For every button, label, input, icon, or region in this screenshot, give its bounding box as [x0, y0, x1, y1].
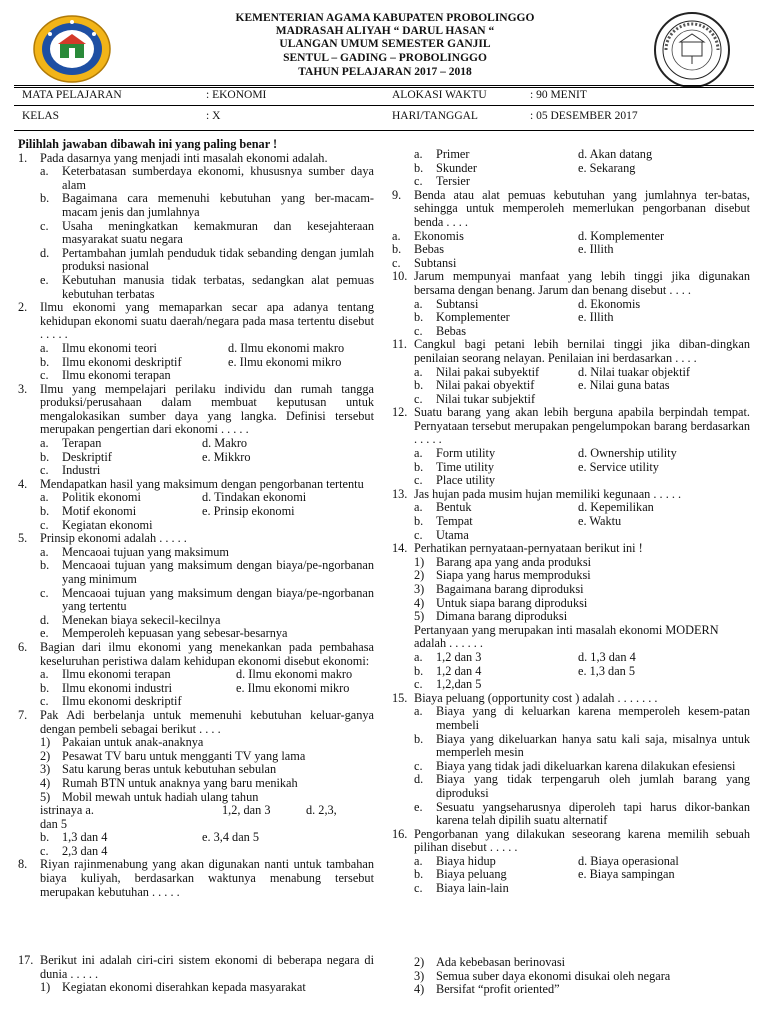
question-8-options [392, 148, 750, 189]
option-c[interactable]: c. Mencaoai tujuan yang maksimum dengan biaya/pe-ngorbanan yang tertentu [40, 585, 374, 614]
question-stem: 13. Jas hujan pada musim hujan memiliki kegunaan . . . . . [392, 486, 682, 501]
option-d[interactable]: d. Kepemilikan [578, 500, 654, 515]
option-d[interactable]: d. Makro [202, 436, 248, 451]
option-b[interactable]: b. 1,3 dan 4 [40, 830, 108, 845]
option-b[interactable]: b. Skunder [414, 160, 477, 175]
option-row [392, 461, 750, 475]
question-12 [392, 406, 750, 488]
option-a[interactable]: a. Terapan [40, 436, 102, 451]
divider-top-2 [14, 87, 754, 88]
option-d[interactable]: d. Ownership utility [578, 446, 677, 461]
option-d[interactable]: d. Biaya operasional [578, 853, 679, 868]
class-value: : X [206, 110, 221, 122]
question-3 [18, 383, 374, 478]
question-stem: 2. Ilmu ekonomi yang memaparkan secar apa adanya tentang kehidupan ekonomi suatu daerah/negara pada masa tertentu disebut . . . . . [18, 300, 374, 342]
option-d[interactable]: d. Komplementer [578, 228, 665, 243]
option-row [392, 311, 750, 325]
question-16 [392, 828, 750, 896]
option-a[interactable]: a. Biaya yang di keluarkan karena memperoleh kesem-patan membeli [414, 704, 750, 732]
statement-5: 5) Dimana barang diproduksi [414, 609, 568, 624]
option-row [392, 230, 750, 244]
option-b[interactable]: b. Bagaimana cara memenuhi kebutuhan yang ber-macam-macam jenis dan jumlahnya [40, 191, 374, 219]
option-e[interactable]: e. 3,4 dan 5 [202, 830, 260, 845]
question-14 [392, 542, 750, 692]
option-d[interactable]: d. 2,3, [306, 803, 337, 818]
option-c[interactable]: c. Utama [414, 527, 469, 542]
statement-1: 1) Pakaian untuk anak-anaknya [40, 735, 204, 750]
option-b[interactable]: b. Biaya yang dikeluarkan hanya satu kali saja, misalnya untuk memperleh mesin [414, 731, 750, 760]
statement-3: 3) Semua suber daya ekonomi disukai oleh negara [414, 968, 671, 983]
option-b[interactable]: b. Deskriptif [40, 449, 112, 464]
option-a[interactable]: a. Biaya hidup [414, 853, 496, 868]
option-e[interactable]: e. Service utility [578, 459, 659, 474]
question-5 [18, 532, 374, 641]
option-b[interactable]: b. Biaya peluang [414, 867, 507, 882]
option-b[interactable]: b. Tempat [414, 514, 473, 529]
option-c[interactable]: c. Biaya lain-lain [414, 881, 509, 896]
statement-2: 2) Pesawat TV baru untuk mengganti TV yang lama [40, 748, 306, 763]
option-e[interactable]: e. Nilai guna batas [578, 378, 670, 393]
option-a[interactable]: a. Form utility [414, 446, 496, 461]
option-row [392, 855, 750, 869]
left-column [18, 138, 374, 899]
option-e[interactable]: e. Ilmu ekonomi mikro [236, 680, 350, 695]
duration-label: ALOKASI WAKTU [392, 89, 487, 101]
option-a[interactable]: a. Ekonomis [392, 228, 464, 243]
option-a[interactable]: a. Bentuk [414, 500, 472, 515]
option-c[interactable]: c. Ilmu ekonomi terapan [40, 368, 171, 383]
question-stem: 16. Pengorbanan yang dilakukan seseorang karena memilih sebuah pilihan disebut . . . . . [392, 826, 750, 855]
option-a[interactable]: 1,2, dan 3 [222, 803, 271, 818]
right-column [392, 148, 750, 896]
option-row [18, 682, 374, 696]
option-row [18, 831, 374, 845]
option-a[interactable]: a. Primer [414, 147, 470, 161]
question-17 [18, 954, 374, 995]
option-c[interactable]: c. Usaha meningkatkan kemakmuran dan kesejahteraan masyarakat suatu negara [40, 218, 374, 247]
option-row [18, 668, 374, 682]
option-c[interactable]: c. Place utility [414, 473, 496, 488]
option-e[interactable]: e. Illith [578, 242, 614, 257]
option-e[interactable]: e. Illith [578, 310, 614, 325]
option-e[interactable]: e. Biaya sampingan [578, 867, 675, 882]
option-row [392, 379, 750, 393]
divider-bottom [14, 130, 754, 131]
question-9 [392, 189, 750, 271]
option-row [392, 868, 750, 882]
option-c[interactable]: c. Industri [40, 463, 101, 478]
option-row [18, 491, 374, 505]
option-row [392, 665, 750, 679]
option-d[interactable]: d. Ilmu ekonomi makro [236, 667, 353, 682]
option-b[interactable]: b. Time utility [414, 459, 494, 474]
option-row [392, 515, 750, 529]
option-e[interactable]: e. Memperoleh kepuasan yang sebesar-besarnya [40, 626, 288, 641]
question-stem: 8. Riyan rajinmenabung yang akan digunakan nanti untuk tambahan biaya kuliyah, berdasarkan waktunya menabung tersebut merupakan kebutuhan . . . . . [18, 857, 374, 899]
option-b[interactable]: b. Bebas [392, 242, 445, 257]
option-c[interactable]: c. Bebas [414, 323, 467, 338]
option-e[interactable]: e. Ilmu ekonomi mikro [228, 354, 342, 369]
option-row [392, 148, 750, 162]
option-a[interactable]: a. Nilai pakai subyektif [414, 364, 540, 379]
option-a[interactable]: a. Subtansi [414, 296, 479, 311]
question-8 [18, 858, 374, 899]
header-address: SENTUL – GADING – PROBOLINGGO [283, 52, 487, 64]
question-prompt: Pertanyaan yang merupakan inti masalah ekonomi MODERN adalah . . . . . . [414, 622, 719, 651]
option-c[interactable]: c. Kegiatan ekonomi [40, 517, 153, 532]
statement-4: 4) Bersifat “profit oriented” [414, 982, 560, 997]
question-stem: 11. Cangkul bagi petani lebih bernilai tinggi jika diban-dingkan penilaian seorang nelayan. Penilaian ini berdasarkan . . . . [392, 337, 750, 365]
option-row [392, 243, 750, 257]
question-stem: 7. Pak Adi berbelanja untuk memenuhi kebutuhan keluar-ganya dengan pembeli sebagai berikut . . . . [18, 707, 374, 736]
subject-label: MATA PELAJARAN [22, 89, 122, 101]
option-b[interactable]: b. Ilmu ekonomi industri [40, 680, 172, 695]
option-c[interactable]: c. Subtansi [392, 255, 457, 270]
question-stem: 10. Jarum mempunyai manfaat yang lebih tinggi jika digunakan bersama dengan benang. Jarum dan benang disebut . . . . [392, 269, 750, 297]
subject-value: : EKONOMI [206, 89, 267, 101]
option-row [18, 437, 374, 451]
question-stem: 4. Mendapatkan hasil yang maksimum dengan pengorbanan tertentu [18, 476, 364, 491]
divider-mid [14, 105, 754, 106]
header-exam: ULANGAN UMUM SEMESTER GANJIL [279, 38, 491, 50]
statement-2: 2) Ada kebebasan berinovasi [414, 955, 566, 969]
question-7 [18, 709, 374, 859]
option-row [392, 298, 750, 312]
option-a[interactable]: a. Mencaoai tujuan yang maksimum [40, 544, 229, 559]
option-row [18, 804, 374, 818]
question-stem: 17. Berikut ini adalah ciri-ciri sistem ekonomi di beberapa negara di dunia . . . . . [18, 953, 374, 981]
option-d[interactable]: d. 1,3 dan 4 [578, 649, 636, 664]
option-e[interactable]: e. Sesuatu yangseharusnya diperoleh tapi harus dikor-bankan karena telah dipilih suatu alternatif [414, 799, 750, 828]
option-a[interactable]: a. Keterbatasan sumberdaya ekonomi, khususnya sumber daya alam [40, 164, 374, 192]
option-row [392, 162, 750, 176]
option-b[interactable]: b. Ilmu ekonomi deskriptif [40, 354, 182, 369]
option-d-continued: dan 5 [40, 816, 67, 831]
option-d[interactable]: d. Ekonomis [578, 296, 641, 311]
question-10 [392, 270, 750, 338]
option-d[interactable]: d. Nilai tuakar objektif [578, 364, 691, 379]
option-row [18, 505, 374, 519]
statement-3: 3) Satu karung beras untuk kebutuhan sebulan [40, 762, 277, 777]
question-stem: 1. Pada dasarnya yang menjadi inti masalah ekonomi adalah. [18, 150, 328, 165]
option-row [392, 366, 750, 380]
question-stem: 3. Ilmu yang mempelajari perilaku individu dan rumah tangga produksi/perusahaan dalam membuat keputusan untuk mengalokasikan sumber daya yang langka. Definisi tersebut merupakan pengertian dari ekonomi . . . . . [18, 381, 374, 437]
statement-4: 4) Untuk siapa barang diproduksi [414, 595, 588, 610]
option-b[interactable]: b. 1,2 dan 4 [414, 663, 482, 678]
option-a[interactable]: a. 1,2 dan 3 [414, 649, 482, 664]
instruction: Pilihlah jawaban dibawah ini yang paling benar ! [18, 137, 278, 151]
option-c[interactable]: c. Ilmu ekonomi deskriptif [40, 694, 182, 709]
option-d[interactable]: d. Menekan biaya sekecil-kecilnya [40, 612, 221, 627]
option-row [392, 651, 750, 665]
question-stem: 9. Benda atau alat pemuas kebutuhan yang jumlahnya ter-batas, sehingga untuk memperoleh memerlukan pengorbanan disebut benda . . . . [392, 187, 750, 229]
option-b[interactable]: b. Mencaoai tujuan yang maksimum dengan biaya/pe-ngorbanan yang minimum [40, 558, 374, 586]
question-15 [392, 692, 750, 828]
option-d[interactable]: d. Biaya yang tidak terpengaruh oleh jumlah barang yang diproduksi [414, 772, 750, 800]
option-e[interactable]: e. Mikkro [202, 449, 251, 464]
divider-top [14, 85, 754, 86]
option-a[interactable]: a. Politik ekonomi [40, 490, 141, 505]
option-c[interactable]: c. Nilai tukar subjektif [414, 391, 536, 406]
class-label: KELAS [22, 110, 60, 122]
date-label: HARI/TANGGAL [392, 110, 478, 122]
option-row [392, 447, 750, 461]
option-e[interactable]: e. Sekarang [578, 160, 636, 175]
option-e[interactable]: e. Prinsip ekonomi [202, 504, 295, 519]
option-c[interactable]: c. 2,3 dan 4 [40, 843, 108, 858]
option-e[interactable]: e. Waktu [578, 514, 622, 529]
option-e[interactable]: e. 1,3 dan 5 [578, 663, 636, 678]
option-d[interactable]: d. Ilmu ekonomi makro [228, 340, 345, 355]
question-stem: 5. Prinsip ekonomi adalah . . . . . [18, 531, 187, 546]
date-value: : 05 DESEMBER 2017 [530, 110, 638, 122]
option-b[interactable]: b. Nilai pakai obyektif [414, 378, 535, 393]
statement-3: 3) Bagaimana barang diproduksi [414, 582, 584, 596]
option-c[interactable]: c. Tersier [414, 174, 470, 189]
statement-5: 5) Mobil mewah untuk hadiah ulang tahun [40, 789, 259, 804]
header-ministry: KEMENTERIAN AGAMA KABUPATEN PROBOLINGGO [235, 12, 535, 24]
option-b[interactable]: b. Motif ekonomi [40, 504, 137, 519]
question-4 [18, 478, 374, 532]
question-stem: 12. Suatu barang yang akan lebih berguna apabila berpindah tempat. Pernyataan tersebut merupakan pengelumpokan barang berdasarkan . . . . . [392, 405, 750, 447]
option-c[interactable]: c. 1,2,dan 5 [414, 677, 482, 692]
question-stem: 15. Biaya peluang (opportunity cost ) adalah . . . . . . . [392, 690, 658, 705]
question-2 [18, 301, 374, 383]
option-a[interactable]: a. Ilmu ekonomi teori [40, 340, 157, 355]
option-c[interactable]: c. Biaya yang tidak jadi dikeluarkan karena dilakukan efesiensi [414, 758, 736, 773]
option-d[interactable]: d. Tindakan ekonomi [202, 490, 307, 505]
option-row [18, 356, 374, 370]
option-row [18, 342, 374, 356]
option-d[interactable]: d. Pertambahan jumlah penduduk tidak sebanding dengan jumlah produksi nasional [40, 245, 374, 274]
question-6 [18, 641, 374, 709]
question-stem: 6. Bagian dari ilmu ekonomi yang menekankan pada pembahasa keseluruhan peristiwa dalam kehidupan ekonomi disebut ekonomi: [18, 639, 374, 668]
statement-4: 4) Rumah BTN untuk anaknya yang baru menikah [40, 775, 298, 790]
statement-1: 1) Kegiatan ekonomi diserahkan kepada masyarakat [40, 980, 306, 995]
option-b[interactable]: b. Komplementer [414, 310, 510, 325]
kemenag-logo [32, 14, 112, 84]
option-a[interactable]: a. Ilmu ekonomi terapan [40, 667, 171, 682]
header-year: TAHUN PELAJARAN 2017 – 2018 [298, 66, 472, 78]
option-row [392, 501, 750, 515]
statement-1: 1) Barang apa yang anda produksi [414, 554, 592, 569]
header-school: MADRASAH ALIYAH “ DARUL HASAN “ [275, 25, 495, 37]
question-13 [392, 488, 750, 542]
option-a-label: istrinaya a. [40, 803, 94, 818]
duration-value: : 90 MENIT [530, 89, 587, 101]
option-d[interactable]: d. Akan datang [578, 147, 653, 161]
question-17-continued [392, 956, 750, 997]
question-1 [18, 152, 374, 302]
option-e[interactable]: e. Kebutuhan manusia tidak terbatas, sedangkan alat pemuas kebutuhan terbatas [40, 272, 374, 301]
yayasan-seal-logo [652, 10, 732, 90]
question-stem: 14. Perhatikan pernyataan-pernyataan berikut ini ! [392, 541, 643, 556]
question-11 [392, 338, 750, 406]
option-row [18, 451, 374, 465]
statement-2: 2) Siapa yang harus memproduksi [414, 568, 591, 583]
